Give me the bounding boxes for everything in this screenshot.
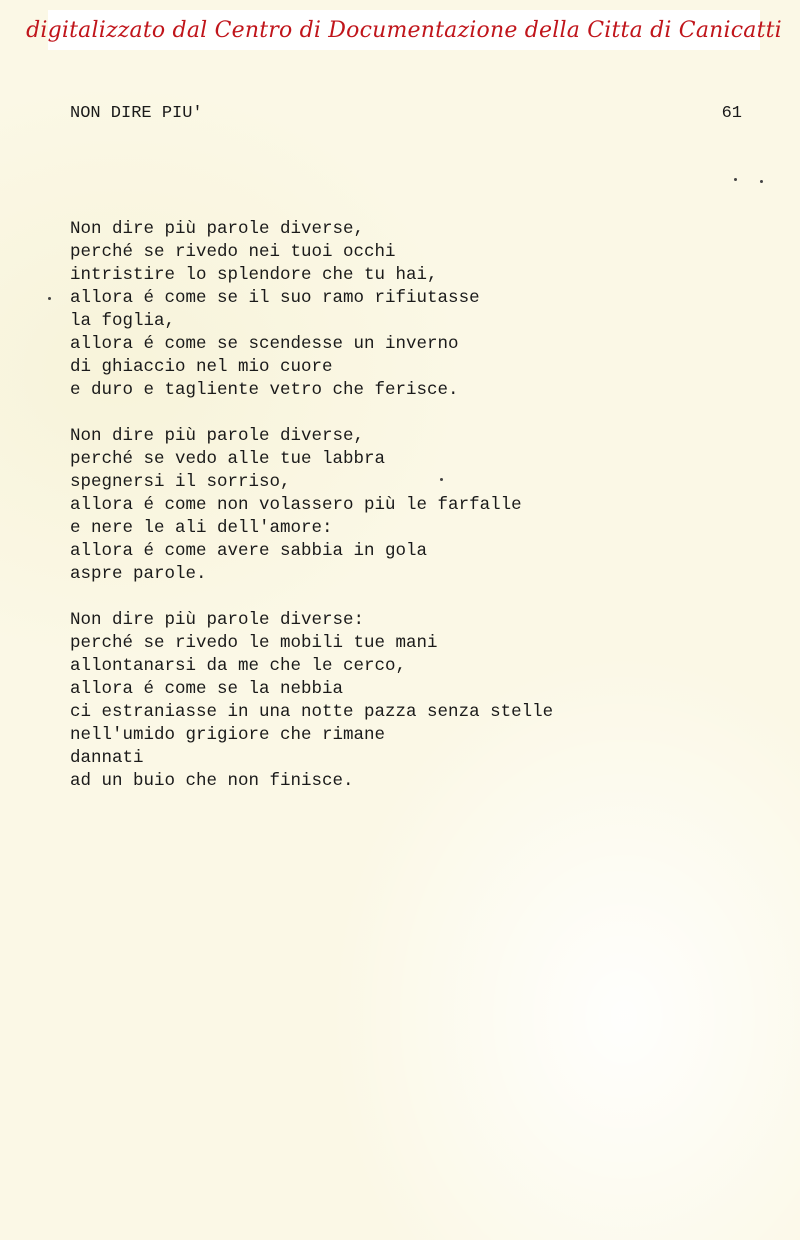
poem-line: allora é come se il suo ramo rifiutasse	[70, 288, 480, 308]
poem-line: di ghiaccio nel mio cuore	[70, 357, 333, 377]
poem-line: ci estraniasse in una notte pazza senza stelle	[70, 702, 554, 722]
poem-line: Non dire più parole diverse:	[70, 610, 365, 630]
poem-line: allora é come se la nebbia	[70, 679, 344, 699]
stanza-1	[70, 218, 553, 402]
poem-body	[70, 218, 553, 816]
poem-line: e duro e tagliente vetro che ferisce.	[70, 380, 459, 400]
poem-line: ad un buio che non finisce.	[70, 771, 354, 791]
poem-line: allora é come avere sabbia in gola	[70, 541, 428, 561]
poem-line: allora é come non volassero più le farfalle	[70, 495, 522, 515]
poem-line: la foglia,	[70, 311, 176, 331]
digitization-watermark: digitalizzato dal Centro di Documentazione della Citta di Canicatti	[48, 10, 760, 50]
poem-line: perché se rivedo le mobili tue mani	[70, 633, 438, 653]
stanza-3	[70, 609, 553, 793]
poem-line: intristire lo splendore che tu hai,	[70, 265, 438, 285]
poem-title: NON DIRE PIU'	[70, 104, 203, 123]
poem-line: perché se rivedo nei tuoi occhi	[70, 242, 396, 262]
paper-speck	[48, 297, 51, 300]
paper-speck	[760, 180, 763, 183]
page-number: 61	[721, 104, 742, 123]
poem-line: allora é come se scendesse un inverno	[70, 334, 459, 354]
poem-line: allontanarsi da me che le cerco,	[70, 656, 407, 676]
poem-line: nell'umido grigiore che rimane	[70, 725, 386, 745]
poem-line: Non dire più parole diverse,	[70, 219, 365, 239]
poem-line: spegnersi il sorriso,	[70, 472, 291, 492]
poem-line: perché se vedo alle tue labbra	[70, 449, 386, 469]
paper-speck	[734, 178, 737, 181]
poem-line: aspre parole.	[70, 564, 207, 584]
paper-speck	[440, 478, 443, 481]
poem-line: Non dire più parole diverse,	[70, 426, 365, 446]
poem-line: dannati	[70, 748, 144, 768]
poem-line: e nere le ali dell'amore:	[70, 518, 333, 538]
stanza-2	[70, 425, 553, 586]
